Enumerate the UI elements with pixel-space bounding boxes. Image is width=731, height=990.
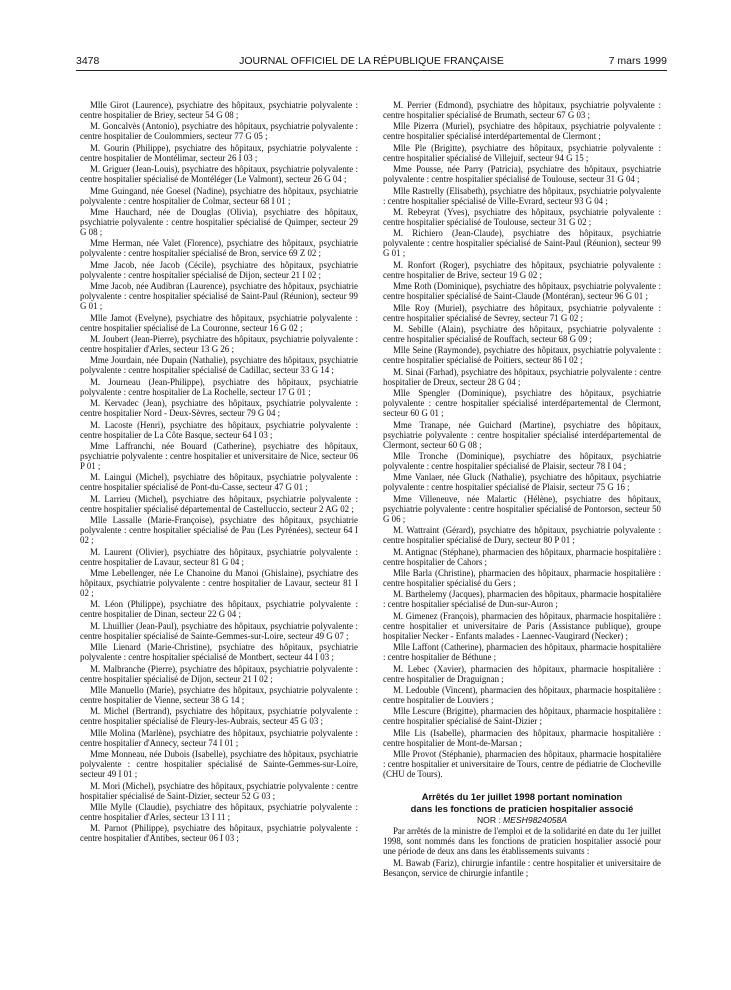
appointment-entry: Mlle Tronche (Dominique), psychiatre des hôpitaux, psychiatrie polyvalente : centre hospitalier spécialisé de Plaisir, secteur 78 I 04 ;	[383, 451, 661, 472]
appointment-entry: Mlle Barla (Christine), pharmacien des hôpitaux, pharmacie hospitalière : centre hospitalier spécialisé du Gers ;	[383, 568, 661, 589]
appointment-entry: Mme Herman, née Valet (Florence), psychiatre des hôpitaux, psychiatrie polyvalente : centre hospitalier spécialisé de Bron, service 69 Z 02 ;	[80, 238, 358, 259]
nor-label: NOR :	[476, 814, 501, 825]
appointment-entry: Mlle Lassalle (Marie-Françoise), psychiatre des hôpitaux, psychiatrie polyvalente : centre hospitalier spécialisé de Pau (Les Pyrénées), secteur 64 I 02 ;	[80, 515, 358, 546]
appointment-entry: M. Kervadec (Jean), psychiatre des hôpitaux, psychiatrie polyvalente : centre hospitalier Nord - Deux-Sèvres, secteur 79 G 04 ;	[80, 398, 358, 419]
appointment-entry: M. Barthelemy (Jacques), pharmacien des hôpitaux, pharmacie hospitalière : centre hospitalier spécialisé de Dun-sur-Auron ;	[383, 589, 661, 610]
appointment-entry: Mlle Girot (Laurence), psychiatre des hôpitaux, psychiatrie polyvalente : centre hospitalier de Briey, secteur 54 G 08 ;	[80, 100, 358, 121]
appointment-entry: Mlle Lescure (Brigitte), pharmacien des hôpitaux, pharmacie hospitalière : centre hospitalier spécialisé de Saint-Dizier ;	[383, 706, 661, 727]
page-number: 3478	[76, 55, 100, 67]
appointment-entry: Mlle Jamot (Evelyne), psychiatre des hôpitaux, psychiatrie polyvalente : centre hospitalier spécialisé de La Couronne, secteur 16 G 02 ;	[80, 312, 358, 333]
page-header	[76, 55, 667, 69]
appointment-entry: Mme Villeneuve, née Malartic (Hélène), psychiatre des hôpitaux, psychiatrie polyvalente : centre hospitalier spécialisé de Pontorson, secteur 50 G 06 ;	[383, 493, 661, 524]
appointment-entry: M. Gimenez (François), pharmacien des hôpitaux, pharmacie hospitalière : centre hospitalier et universitaire de Paris (Assistance publique), groupe hospitalier Necker - Enfants malades - Laennec-Vaugirard (Necker) ;	[383, 610, 661, 641]
appointment-entry: Mlle Provot (Stéphanie), pharmacien des hôpitaux, pharmacie hospitalière : centre hospitalier et universitaire de Tours, centre de pédiatrie de Clocheville (CHU de Tours).	[383, 749, 661, 780]
appointment-entry: M. Lhuillier (Jean-Paul), psychiatre des hôpitaux, psychiatrie polyvalente : centre hospitalier spécialisé de Sainte-Gemmes-sur-Loire, secteur 49 G 07 ;	[80, 620, 358, 641]
appointment-entry: M. Ronfort (Roger), psychiatre des hôpitaux, psychiatrie polyvalente : centre hospitalier de Brive, secteur 19 G 02 ;	[383, 259, 661, 280]
appointment-entry: M. Mori (Michel), psychiatre des hôpitaux, psychiatrie polyvalente : centre hospitalier spécialisé de Saint-Dizier, secteur 52 G 03 ;	[80, 780, 358, 801]
appointment-entry: Mme Pousse, née Parry (Patricia), psychiatre des hôpitaux, psychiatrie polyvalente : centre hospitalier spécialisé de Toulouse, secteur 31 G 04 ;	[383, 164, 661, 185]
appointment-entry: M. Malbranche (Pierre), psychiatre des hôpitaux, psychiatrie polyvalente : centre hospitalier spécialisé de Dijon, secteur 21 I 02 ;	[80, 663, 358, 684]
appointment-entry: M. Gourin (Philippe), psychiatre des hôpitaux, psychiatrie polyvalente : centre hospitalier de Montélimar, secteur 26 I 03 ;	[80, 142, 358, 163]
appointment-entry: M. Richiero (Jean-Claude), psychiatre des hôpitaux, psychiatrie polyvalente : centre hospitalier spécialisé de Saint-Paul (Réunion), secteur 99 G 01 ;	[383, 228, 661, 259]
decree-title-line-2: dans les fonctions de praticien hospitalier associé	[410, 803, 634, 814]
appointment-entry: M. Sinai (Farhad), psychiatre des hôpitaux, psychiatrie polyvalente : centre hospitalier de Dreux, secteur 28 G 04 ;	[383, 366, 661, 387]
appointment-entry: M. Laingui (Michel), psychiatre des hôpitaux, psychiatrie polyvalente : centre hospitalier spécialisé de Pont-du-Casse, secteur 47 G 01 ;	[80, 472, 358, 493]
decree-title	[383, 792, 661, 814]
appointment-entry: M. Journeau (Jean-Philippe), psychiatre des hôpitaux, psychiatrie polyvalente : centre hospitalier de La Rochelle, secteur 17 G 01 ;	[80, 376, 358, 397]
appointment-entry: M. Joubert (Jean-Pierre), psychiatre des hôpitaux, psychiatrie polyvalente : centre hospitalier d'Arles, secteur 13 G 26 ;	[80, 334, 358, 355]
appointment-entry: M. Lebec (Xavier), pharmacien des hôpitaux, pharmacie hospitalière : centre hospitalier de Draguignan ;	[383, 663, 661, 684]
appointment-entry: Mme Jacob, née Audibran (Laurence), psychiatre des hôpitaux, psychiatrie polyvalente : centre hospitalier spécialisé de Saint-Paul (Réunion), secteur 99 G 01 ;	[80, 281, 358, 312]
appointment-entry: Mlle Pizerra (Muriel), psychiatre des hôpitaux, psychiatrie polyvalente : centre hospitalier spécialisé interdépartemental de Clermont ;	[383, 121, 661, 142]
appointment-entry: M. Parnot (Philippe), psychiatre des hôpitaux, psychiatrie polyvalente : centre hospitalier d'Antibes, secteur 06 I 03 ;	[80, 823, 358, 844]
appointment-entry: M. Larrieu (Michel), psychiatre des hôpitaux, psychiatrie polyvalente : centre hospitalier spécialisé départemental de Castelluccio, secteur 2 AG 02 ;	[80, 493, 358, 514]
left-column	[80, 100, 358, 845]
appointment-entry: Mlle Roy (Muriel), psychiatre des hôpitaux, psychiatrie polyvalente : centre hospitalier spécialisé de Sevrey, secteur 71 G 02 ;	[383, 302, 661, 323]
appointment-entry: Mme Roth (Dominique), psychiatre des hôpitaux, psychiatrie polyvalente : centre hospitalier spécialisé de Saint-Claude (Montéran), secteur 96 G 01 ;	[383, 281, 661, 302]
appointment-entry: Mme Lebellenger, née Le Chanoine du Manoi (Ghislaine), psychiatre des hôpitaux, psychiatrie polyvalente : centre hospitalier de Lavaur, secteur 81 I 02 ;	[80, 568, 358, 599]
nor-reference	[383, 815, 661, 825]
appointment-entry: M. Laurent (Olivier), psychiatre des hôpitaux, psychiatrie polyvalente : centre hospitalier de Lavaur, secteur 81 G 04 ;	[80, 546, 358, 567]
appointment-entry: M. Rebeyrat (Yves), psychiatre des hôpitaux, psychiatrie polyvalente : centre hospitalier spécialisé de Toulouse, secteur 31 G 02 ;	[383, 206, 661, 227]
appointment-entry: M. Léon (Philippe), psychiatre des hôpitaux, psychiatrie polyvalente : centre hospitalier de Dinan, secteur 22 G 04 ;	[80, 599, 358, 620]
appointment-entry: Mlle Manuello (Marie), psychiatre des hôpitaux, psychiatrie polyvalente : centre hospitalier de Vienne, secteur 38 G 14 ;	[80, 685, 358, 706]
appointment-entry: Mme Guingand, née Goesel (Nadine), psychiatre des hôpitaux, psychiatrie polyvalente : centre hospitalier de Colmar, secteur 68 I 01 ;	[80, 185, 358, 206]
appointment-entry: M. Ledouble (Vincent), pharmacien des hôpitaux, pharmacie hospitalière : centre hospitalier de Louviers ;	[383, 685, 661, 706]
appointment-entry: Mme Jacob, née Jacob (Cécile), psychiatre des hôpitaux, psychiatrie polyvalente : centre hospitalier spécialisé de Dijon, secteur 21 I 02 ;	[80, 259, 358, 280]
journal-title: JOURNAL OFFICIEL DE LA RÉPUBLIQUE FRANÇAISE	[239, 55, 504, 67]
header-rule	[76, 70, 667, 71]
appointment-entry: M. Goncalvès (Antonio), psychiatre des hôpitaux, psychiatrie polyvalente : centre hospitalier de Coulommiers, secteur 77 G 05 ;	[80, 121, 358, 142]
appointment-entry: Mlle Mylle (Claudie), psychiatre des hôpitaux, psychiatrie polyvalente : centre hospitalier d'Arles, secteur 13 I 11 ;	[80, 802, 358, 823]
decree-title-line-1: Arrêtés du 1er juillet 1998 portant nomination	[421, 792, 623, 803]
appointment-entry: Mme Laffranchi, née Bouard (Catherine), psychiatre des hôpitaux, psychiatrie polyvalente : centre hospitalier et universitaire de Nice, secteur 06 P 01 ;	[80, 440, 358, 472]
right-column	[383, 100, 661, 879]
appointment-entry: Mlle Lis (Isabelle), pharmacien des hôpitaux, pharmacie hospitalière : centre hospitalier de Mont-de-Marsan ;	[383, 727, 661, 748]
issue-date: 7 mars 1999	[608, 55, 667, 67]
appointment-entry: M. Perrier (Edmond), psychiatre des hôpitaux, psychiatrie polyvalente : centre hospitalier spécialisé de Brumath, secteur 67 G 03 ;	[383, 100, 661, 121]
appointment-entry: Mlle Spengler (Dominique), psychiatre des hôpitaux, psychiatrie polyvalente : centre hospitalier spécialisé interdépartemental de Clermont, secteur 60 G 01 ;	[383, 388, 661, 419]
appointment-entry: Mme Vanlaer, née Gluck (Nathalie), psychiatre des hôpitaux, psychiatrie polyvalente : centre hospitalier spécialisé de Plaisir, secteur 75 G 16 ;	[383, 472, 661, 493]
appointment-entry: Mlle Molina (Marlène), psychiatre des hôpitaux, psychiatrie polyvalente : centre hospitalier d'Annecy, secteur 74 I 01 ;	[80, 727, 358, 748]
decree-entry: M. Bawab (Fariz), chirurgie infantile : centre hospitalier et universitaire de Besançon, service de chirurgie infantile ;	[383, 857, 661, 878]
appointment-entry: Mme Hauchard, née de Douglas (Olivia), psychiatre des hôpitaux, psychiatrie polyvalente : centre hospitalier spécialisé de Quimper, secteur 29 G 08 ;	[80, 206, 358, 238]
appointment-entry: Mlle Lienard (Marie-Christine), psychiatre des hôpitaux, psychiatrie polyvalente : centre hospitalier spécialisé de Montbert, secteur 44 I 03 ;	[80, 642, 358, 663]
nor-code: MESH9824058A	[503, 814, 568, 825]
appointment-entry: M. Wattraint (Gérard), psychiatre des hôpitaux, psychiatrie polyvalente : centre hospitalier spécialisé de Dury, secteur 80 P 01 ;	[383, 525, 661, 546]
appointment-entry: Mlle Seine (Raymonde), psychiatre des hôpitaux, psychiatrie polyvalente : centre hospitalier spécialisé de Poitiers, secteur 86 I 02 ;	[383, 345, 661, 366]
appointment-entry: M. Antignac (Stéphane), pharmacien des hôpitaux, pharmacie hospitalière : centre hospitalier de Cahors ;	[383, 546, 661, 567]
appointment-entry: Mlle Laffont (Catherine), pharmacien des hôpitaux, pharmacie hospitalière : centre hospitalier de Béthune ;	[383, 642, 661, 663]
appointment-entry: M. Michel (Bertrand), psychiatre des hôpitaux, psychiatrie polyvalente : centre hospitalier spécialisé de Fleury-les-Aubrais, secteur 45 G 03 ;	[80, 706, 358, 727]
appointment-entry: M. Lacoste (Henri), psychiatre des hôpitaux, psychiatrie polyvalente : centre hospitalier de La Côte Basque, secteur 64 I 03 ;	[80, 419, 358, 440]
appointment-entry: Mme Jourdain, née Dupain (Nathalie), psychiatre des hôpitaux, psychiatrie polyvalente : centre hospitalier spécialisé de Cadillac, secteur 33 G 14 ;	[80, 355, 358, 376]
decree-intro: Par arrêtés de la ministre de l'emploi et de la solidarité en date du 1er juillet 1998, sont nommés dans les fonctions de praticien hospitalier associé pour une période de deux ans dans les établissements suivants :	[383, 826, 662, 857]
appointment-entry: Mme Tranape, née Guichard (Martine), psychiatre des hôpitaux, psychiatrie polyvalente : centre hospitalier spécialisé interdépartemental de Clermont, secteur 60 G 08 ;	[383, 419, 661, 450]
appointment-entry: M. Sebille (Alain), psychiatre des hôpitaux, psychiatrie polyvalente : centre hospitalier spécialisé de Rouffach, secteur 68 G 09 ;	[383, 323, 661, 344]
right-column-entries	[383, 100, 661, 779]
appointment-entry: Mlle Rastrelly (Elisabeth), psychiatre des hôpitaux, psychiatrie polyvalente : centre hospitalier spécialisé de Ville-Evrard, secteur 93 G 04 ;	[383, 185, 661, 206]
appointment-entry: Mme Monneau, née Dubois (Isabelle), psychiatre des hôpitaux, psychiatrie polyvalente : centre hospitalier spécialisé de Sainte-Gemmes-sur-Loire, secteur 49 I 01 ;	[80, 749, 358, 780]
appointment-entry: Mlle Ple (Brigitte), psychiatre des hôpitaux, psychiatrie polyvalente : centre hospitalier spécialisé de Villejuif, secteur 94 G 15 ;	[383, 142, 661, 163]
appointment-entry: M. Griguer (Jean-Louis), psychiatre des hôpitaux, psychiatrie polyvalente : centre hospitalier spécialisé de Montéléger (Le Valmont), secteur 26 G 04 ;	[80, 164, 358, 185]
